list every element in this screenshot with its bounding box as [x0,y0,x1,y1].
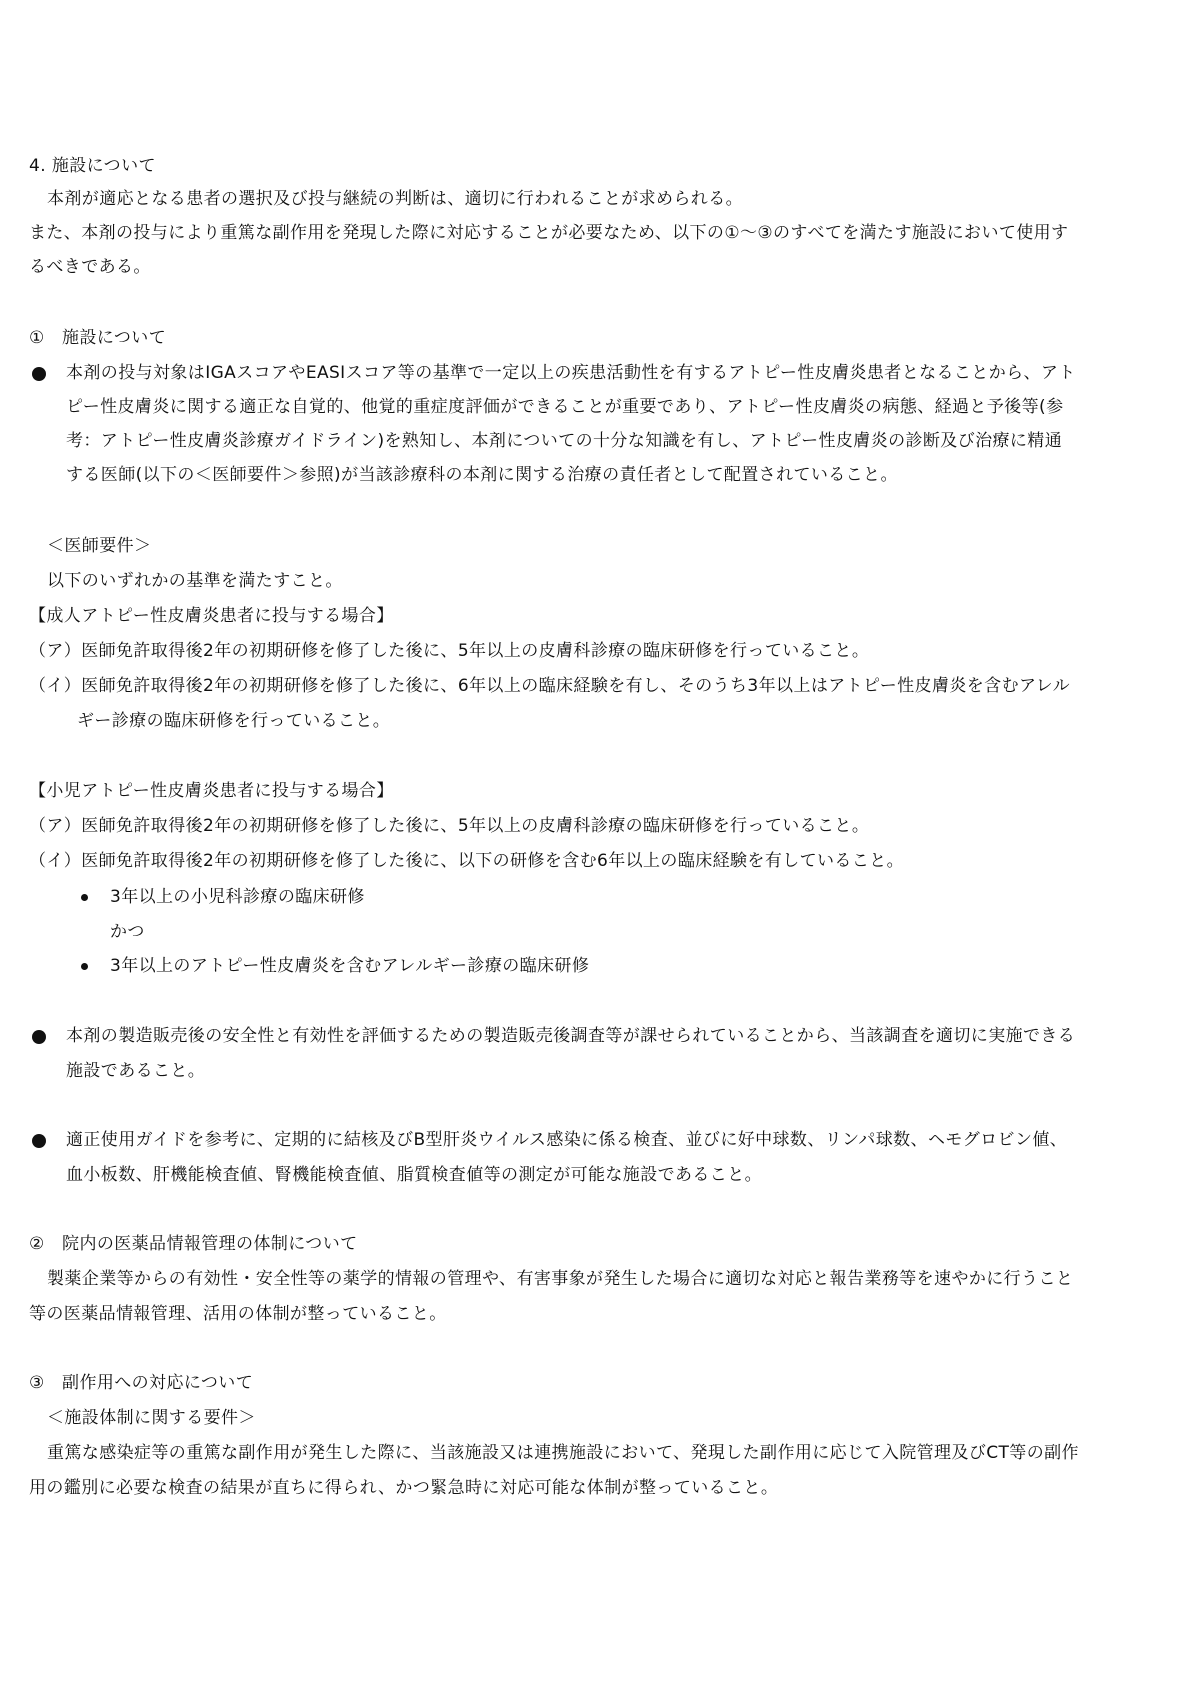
dot-bullet-icon [81,894,88,901]
bullet-2-line: 施設であること。 [66,1061,206,1081]
bullet-3-line: 適正使用ガイドを参考に、定期的に結核及びB型肝炎ウイルス感染に係る検査、並びに好中球数、リンパ球数、ヘモグロビン値、 [66,1130,1068,1150]
section-3-subheading: ＜施設体制に関する要件＞ [47,1408,256,1428]
child-criterion-a: （ア）医師免許取得後2年の初期研修を修了した後に、5年以上の皮膚科診療の臨床研修を行っていること。 [29,816,870,836]
bullet-icon [32,367,46,381]
section-1-heading: ① 施設について [29,328,167,348]
adult-criterion-a: （ア）医師免許取得後2年の初期研修を修了した後に、5年以上の皮膚科診療の臨床研修を行っていること。 [29,641,870,661]
section-3-text-line: 用の鑑別に必要な検査の結果が直ちに得られ、かつ緊急時に対応可能な体制が整っていること。 [29,1478,779,1498]
adult-criterion-b: （イ）医師免許取得後2年の初期研修を修了した後に、6年以上の臨床経験を有し、そのうち3年以上はアトピー性皮膚炎を含むアレル [29,676,1071,696]
bullet-3-line: 血小板数、肝機能検査値、腎機能検査値、脂質検査値等の測定が可能な施設であること。 [66,1165,762,1185]
section-4-intro: 本剤が適応となる患者の選択及び投与継続の判断は、適切に行われることが求められる。 [47,189,743,209]
bullet-1-line: 考：アトピー性皮膚炎診療ガイドライン)を熟知し、本剤についての十分な知識を有し、アトピー性皮膚炎の診断及び治療に精通 [66,431,1063,451]
section-3-text-line: 重篤な感染症等の重篤な副作用が発生した際に、当該施設又は連携施設において、発現した副作用に応じて入院管理及びCT等の副作 [47,1443,1079,1463]
bullet-icon [32,1030,46,1044]
bullet-1-line: ピー性皮膚炎に関する適正な自覚的、他覚的重症度評価ができることが重要であり、アトピー性皮膚炎の病態、経過と予後等(参 [66,397,1064,417]
section-4-text-line: るべきである。 [29,257,151,277]
child-case-title: 【小児アトピー性皮膚炎患者に投与する場合】 [29,781,394,801]
section-4-heading: 4. 施設について [29,156,156,176]
child-sub-and: かつ [110,922,145,942]
section-2-heading: ② 院内の医薬品情報管理の体制について [29,1234,358,1254]
dot-bullet-icon [81,963,88,970]
doctor-requirements-title: ＜医師要件＞ [47,536,152,556]
adult-criterion-b-cont: ギー診療の臨床研修を行っていること。 [77,711,391,731]
child-criterion-b: （イ）医師免許取得後2年の初期研修を修了した後に、以下の研修を含む6年以上の臨床経験を有していること。 [29,851,905,871]
child-sub-requirement: 3年以上のアトピー性皮膚炎を含むアレルギー診療の臨床研修 [110,956,590,976]
child-sub-requirement: 3年以上の小児科診療の臨床研修 [110,887,365,907]
bullet-icon [32,1134,46,1148]
section-3-heading: ③ 副作用への対応について [29,1373,254,1393]
section-2-text-line: 等の医薬品情報管理、活用の体制が整っていること。 [29,1304,447,1324]
bullet-2-line: 本剤の製造販売後の安全性と有効性を評価するための製造販売後調査等が課せられていることから、当該調査を適切に実施できる [66,1026,1076,1046]
bullet-1-line: する医師(以下の＜医師要件＞参照)が当該診療科の本剤に関する治療の責任者として配置されていること。 [66,465,898,485]
section-4-text-line: また、本剤の投与により重篤な副作用を発現した際に対応することが必要なため、以下の①～③のすべてを満たす施設において使用す [29,223,1069,243]
adult-case-title: 【成人アトピー性皮膚炎患者に投与する場合】 [29,606,394,626]
doctor-requirements-intro: 以下のいずれかの基準を満たすこと。 [47,571,343,591]
bullet-1-line: 本剤の投与対象はIGAスコアやEASIスコア等の基準で一定以上の疾患活動性を有するアトピー性皮膚炎患者となることから、アト [66,363,1076,383]
section-2-text-line: 製薬企業等からの有効性・安全性等の薬学的情報の管理や、有害事象が発生した場合に適切な対応と報告業務等を速やかに行うこと [47,1269,1074,1289]
